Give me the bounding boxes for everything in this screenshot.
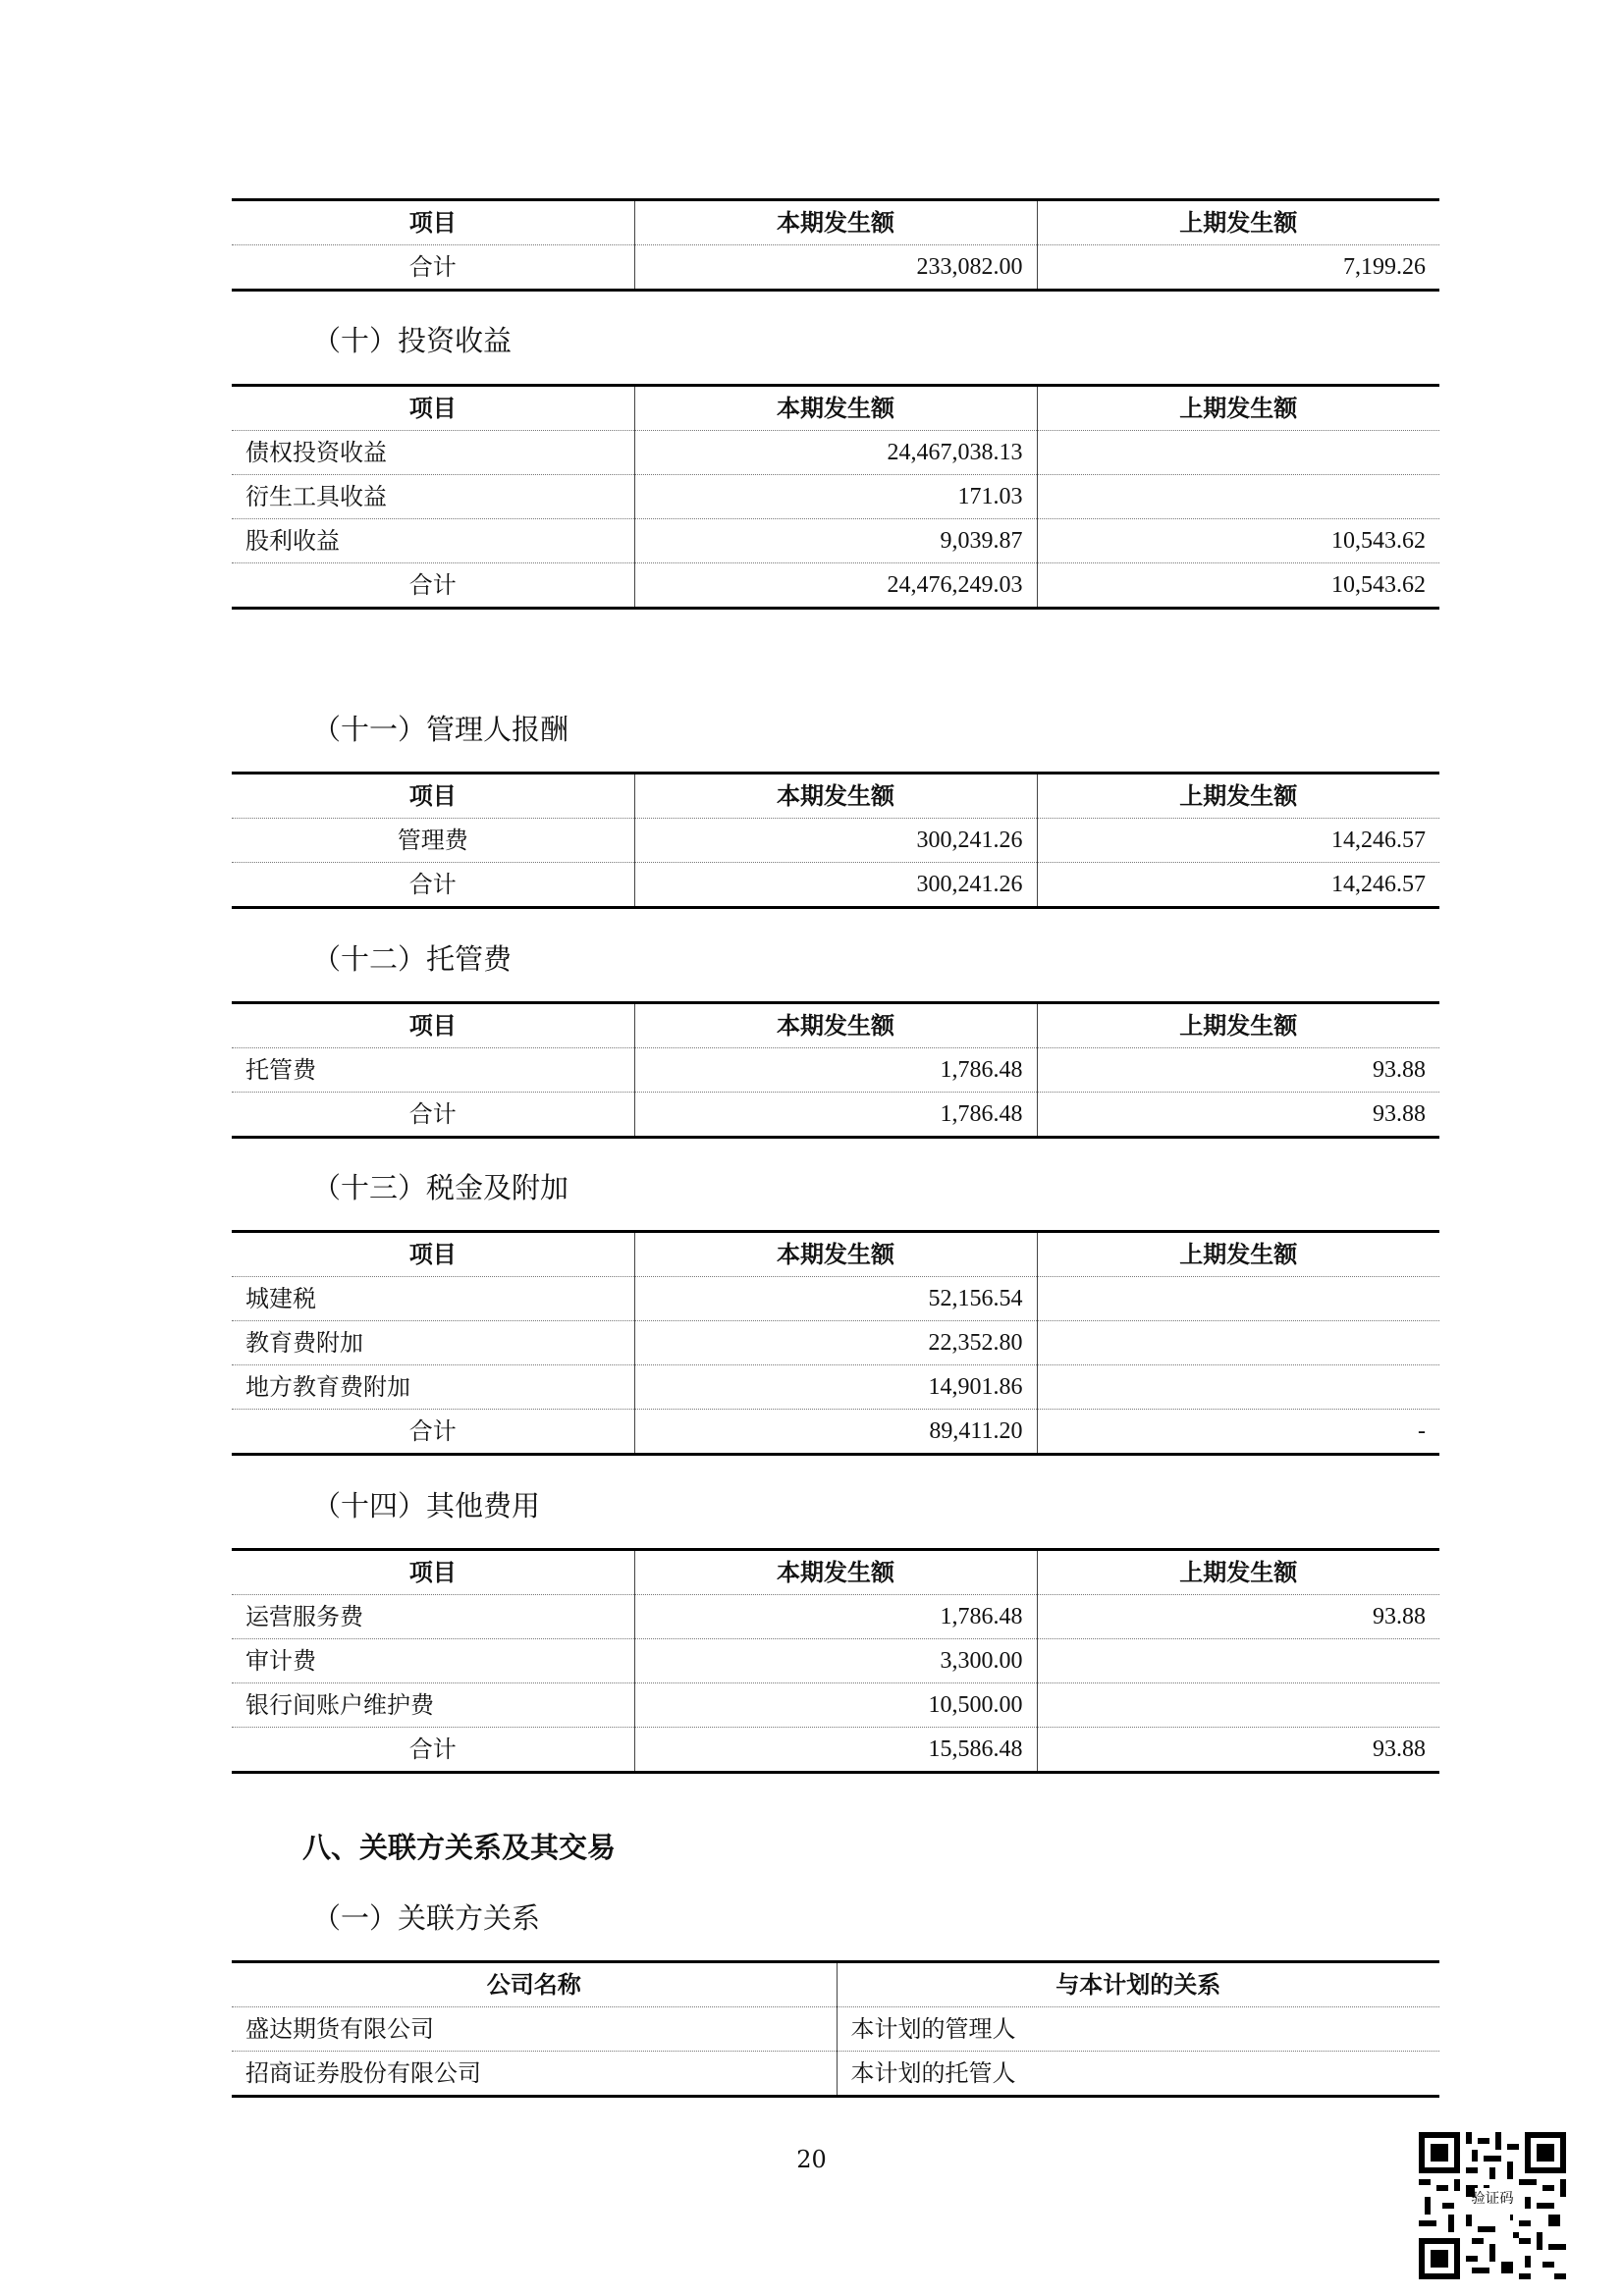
row-current: 1,786.48 (634, 1595, 1037, 1639)
row-previous: 7,199.26 (1037, 245, 1439, 291)
row-company: 盛达期货有限公司 (232, 2007, 837, 2052)
table-total-row (232, 863, 1439, 908)
col-current-header: 本期发生额 (634, 1003, 1037, 1048)
row-label: 合计 (408, 871, 457, 898)
row-current: 1,786.48 (634, 1093, 1037, 1138)
row-current: 9,039.87 (634, 519, 1037, 563)
row-label: 合计 (408, 1100, 457, 1128)
table-row (232, 819, 1439, 863)
row-previous: - (1037, 1410, 1439, 1455)
table-row (232, 1277, 1439, 1321)
table-row (232, 2052, 1439, 2097)
row-label: 教育费附加 (232, 1321, 634, 1365)
row-label: 股利收益 (232, 519, 634, 563)
table-row (232, 519, 1439, 563)
row-previous: 10,543.62 (1037, 519, 1439, 563)
row-previous (1037, 431, 1439, 475)
col-current-header: 本期发生额 (634, 1232, 1037, 1277)
table-header-row (232, 1232, 1439, 1277)
row-label: 地方教育费附加 (232, 1365, 634, 1410)
table-header-row (232, 1550, 1439, 1595)
row-current: 10,500.00 (634, 1683, 1037, 1728)
row-previous (1037, 1277, 1439, 1321)
row-current: 300,241.26 (634, 819, 1037, 863)
row-previous (1037, 1683, 1439, 1728)
row-label: 审计费 (232, 1639, 634, 1683)
page-number: 20 (796, 2146, 827, 2173)
row-relation: 本计划的管理人 (837, 2007, 1439, 2052)
table-related-parties (232, 1960, 1439, 2098)
table-header-row (232, 200, 1439, 245)
row-label: 合计 (408, 571, 457, 599)
table-row (232, 245, 1439, 291)
row-current: 300,241.26 (634, 863, 1037, 908)
section-title-investment-income: （十）投资收益 (312, 324, 513, 357)
row-previous (1037, 1639, 1439, 1683)
row-current: 3,300.00 (634, 1639, 1037, 1683)
row-label: 银行间账户维护费 (232, 1683, 634, 1728)
row-previous: 10,543.62 (1037, 563, 1439, 609)
table-total-row (232, 1093, 1439, 1138)
row-label: 管理费 (232, 819, 634, 863)
table-top (232, 198, 1439, 292)
row-current: 171.03 (634, 475, 1037, 519)
col-previous-header: 上期发生额 (1037, 774, 1439, 819)
row-previous: 93.88 (1037, 1595, 1439, 1639)
qr-code-caption: 验证码 (1471, 2191, 1514, 2207)
row-current: 1,786.48 (634, 1048, 1037, 1093)
row-company: 招商证券股份有限公司 (245, 2059, 481, 2087)
col-relation-header: 与本计划的关系 (837, 1962, 1439, 2007)
table-total-row (232, 1728, 1439, 1773)
section-title-custody-fee: （十二）托管费 (312, 942, 513, 976)
col-item-header: 项目 (232, 1003, 634, 1048)
row-previous: 93.88 (1037, 1728, 1439, 1773)
row-relation: 本计划的托管人 (837, 2052, 1439, 2097)
table-row (232, 1048, 1439, 1093)
row-current: 52,156.54 (634, 1277, 1037, 1321)
row-label: 运营服务费 (232, 1595, 634, 1639)
table-row (232, 1321, 1439, 1365)
row-label: 合计 (408, 253, 457, 281)
row-previous: 93.88 (1037, 1093, 1439, 1138)
table-header-row (232, 386, 1439, 431)
table-header-row (232, 1962, 1439, 2007)
table-row (232, 431, 1439, 475)
col-item-header: 项目 (232, 774, 634, 819)
table-row (232, 1683, 1439, 1728)
table-custody-fee (232, 1001, 1439, 1139)
table-row (232, 475, 1439, 519)
row-current: 233,082.00 (634, 245, 1037, 291)
row-label: 债权投资收益 (232, 431, 634, 475)
col-previous-header: 上期发生额 (1037, 1232, 1439, 1277)
col-current-header: 本期发生额 (634, 386, 1037, 431)
table-row (232, 1639, 1439, 1683)
table-header-row (232, 1003, 1439, 1048)
table-row (232, 1595, 1439, 1639)
col-item-header: 项目 (232, 200, 634, 245)
row-previous: 93.88 (1037, 1048, 1439, 1093)
row-previous (1037, 1321, 1439, 1365)
table-row (232, 2007, 1439, 2052)
col-current-header: 本期发生额 (634, 1550, 1037, 1595)
table-other-expenses (232, 1548, 1439, 1774)
qr-code-icon (1419, 2132, 1566, 2279)
table-total-row (232, 563, 1439, 609)
table-header-row (232, 774, 1439, 819)
section-title-related-party-relationship: （一）关联方关系 (312, 1901, 541, 1935)
section-title-taxes: （十三）税金及附加 (312, 1171, 569, 1204)
row-previous: 14,246.57 (1037, 863, 1439, 908)
row-current: 22,352.80 (634, 1321, 1037, 1365)
table-total-row (232, 1410, 1439, 1455)
row-label: 托管费 (232, 1048, 634, 1093)
col-item-header: 项目 (232, 386, 634, 431)
row-current: 15,586.48 (634, 1728, 1037, 1773)
row-current: 24,476,249.03 (634, 563, 1037, 609)
col-item-header: 项目 (232, 1550, 634, 1595)
col-previous-header: 上期发生额 (1037, 1550, 1439, 1595)
table-row (232, 1365, 1439, 1410)
row-previous (1037, 1365, 1439, 1410)
table-taxes (232, 1230, 1439, 1456)
row-label: 合计 (408, 1735, 457, 1763)
row-current: 89,411.20 (634, 1410, 1037, 1455)
col-previous-header: 上期发生额 (1037, 386, 1439, 431)
row-label: 合计 (408, 1417, 457, 1445)
row-label: 衍生工具收益 (232, 475, 634, 519)
row-current: 24,467,038.13 (634, 431, 1037, 475)
chapter-title-related-parties: 八、关联方关系及其交易 (302, 1831, 617, 1864)
row-current: 14,901.86 (634, 1365, 1037, 1410)
row-label: 城建税 (232, 1277, 634, 1321)
table-manager-fee (232, 772, 1439, 909)
section-title-other-expenses: （十四）其他费用 (312, 1489, 541, 1522)
col-company-header: 公司名称 (232, 1962, 837, 2007)
col-item-header: 项目 (232, 1232, 634, 1277)
col-previous-header: 上期发生额 (1037, 200, 1439, 245)
row-previous: 14,246.57 (1037, 819, 1439, 863)
table-investment-income (232, 384, 1439, 610)
col-current-header: 本期发生额 (634, 774, 1037, 819)
section-title-manager-fee: （十一）管理人报酬 (312, 713, 569, 746)
col-current-header: 本期发生额 (634, 200, 1037, 245)
row-previous (1037, 475, 1439, 519)
col-previous-header: 上期发生额 (1037, 1003, 1439, 1048)
